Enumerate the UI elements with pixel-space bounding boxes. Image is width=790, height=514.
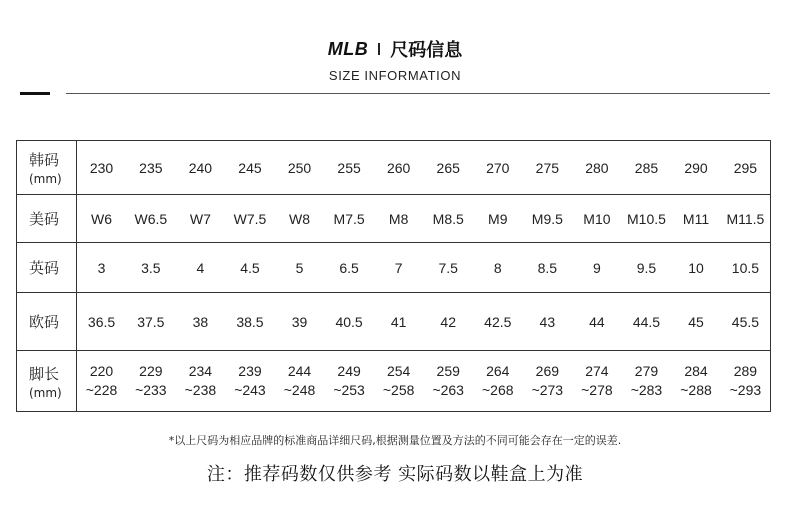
table-cell: W7.5 [225,195,275,243]
row-label-text: 欧码 [29,313,60,331]
table-cell: 42.5 [473,293,523,351]
table-cell: 7.5 [423,243,473,293]
table-cell: 244 ~248 [275,351,325,412]
table-cell: 255 [324,141,374,195]
table-cell: 289 ~293 [721,351,771,412]
table-cell: 9.5 [622,243,672,293]
table-cell: W6.5 [126,195,176,243]
table-cell: W6 [77,195,127,243]
table-cell: 38.5 [225,293,275,351]
table-cell: W7 [176,195,226,243]
table-cell: 279 ~283 [622,351,672,412]
table-cell: 41 [374,293,424,351]
table-cell: M10.5 [622,195,672,243]
table-cell: M9.5 [523,195,573,243]
table-cell: 45 [671,293,721,351]
table-cell: 3.5 [126,243,176,293]
row-label-unit: (mm) [29,385,62,400]
table-cell: 42 [423,293,473,351]
size-table [16,140,771,412]
table-cell: 5 [275,243,325,293]
disclaimer-note: *以上尺码为相应品牌的标准商品详细尺码,根据测量位置及方法的不同可能会存在一定的误差. [168,434,622,447]
row-label-text: 韩码 [29,151,60,169]
table-cell: 260 [374,141,424,195]
recommendation-note: 注：推荐码数仅供参考 实际码数以鞋盒上为准 [206,464,584,485]
table-cell: 7 [374,243,424,293]
table-cell: 259 ~263 [423,351,473,412]
table-cell: 245 [225,141,275,195]
table-cell: 4 [176,243,226,293]
row-label-text: 美码 [29,210,60,228]
table-cell: W8 [275,195,325,243]
table-cell: 240 [176,141,226,195]
table-cell: 8 [473,243,523,293]
table-cell: M11.5 [721,195,771,243]
table-cell: 45.5 [721,293,771,351]
title-separator [378,43,380,55]
header [0,34,790,83]
table-row [17,243,771,293]
table-cell: 6.5 [324,243,374,293]
table-cell: 229 ~233 [126,351,176,412]
row-label [17,293,77,351]
brand-logo: MLB [327,38,369,59]
page-title: 尺码信息 [390,40,463,61]
table-cell: 10 [671,243,721,293]
table-cell: 280 [572,141,622,195]
table-cell: 39 [275,293,325,351]
table-cell: 40.5 [324,293,374,351]
table-cell: 3 [77,243,127,293]
table-cell: 36.5 [77,293,127,351]
table-cell: M8 [374,195,424,243]
table-cell: 254 ~258 [374,351,424,412]
table-cell: 270 [473,141,523,195]
table-cell: 275 [523,141,573,195]
table-cell: 10.5 [721,243,771,293]
row-label [17,351,77,412]
table-cell: 4.5 [225,243,275,293]
table-cell: 274 ~278 [572,351,622,412]
table-cell: M8.5 [423,195,473,243]
table-cell: 38 [176,293,226,351]
table-cell: 44.5 [622,293,672,351]
row-label-text: 英码 [29,259,60,277]
header-divider [66,93,770,94]
table-cell: 290 [671,141,721,195]
table-cell: M10 [572,195,622,243]
table-cell: 250 [275,141,325,195]
table-cell: 8.5 [523,243,573,293]
table-cell: 269 ~273 [523,351,573,412]
table-row [17,293,771,351]
header-accent-rule [20,92,50,95]
table-cell: M11 [671,195,721,243]
table-cell: 37.5 [126,293,176,351]
table-cell: 230 [77,141,127,195]
table-row [17,351,771,412]
row-label [17,195,77,243]
table-cell: 249 ~253 [324,351,374,412]
table-cell: 285 [622,141,672,195]
table-row [17,195,771,243]
table-cell: 9 [572,243,622,293]
table-cell: M9 [473,195,523,243]
table-cell: M7.5 [324,195,374,243]
table-row [17,141,771,195]
table-cell: 284 ~288 [671,351,721,412]
row-label-unit: (mm) [29,172,62,186]
table-cell: 239 ~243 [225,351,275,412]
title-row [0,34,790,64]
row-label [17,243,77,293]
table-cell: 265 [423,141,473,195]
row-label [17,141,77,195]
table-cell: 220 ~228 [77,351,127,412]
table-cell: 235 [126,141,176,195]
table-cell: 44 [572,293,622,351]
row-label-text: 脚长 [29,364,60,383]
table-cell: 43 [523,293,573,351]
table-cell: 295 [721,141,771,195]
table-cell: 264 ~268 [473,351,523,412]
table-cell: 234 ~238 [176,351,226,412]
page-subtitle: SIZE INFORMATION [328,68,462,83]
